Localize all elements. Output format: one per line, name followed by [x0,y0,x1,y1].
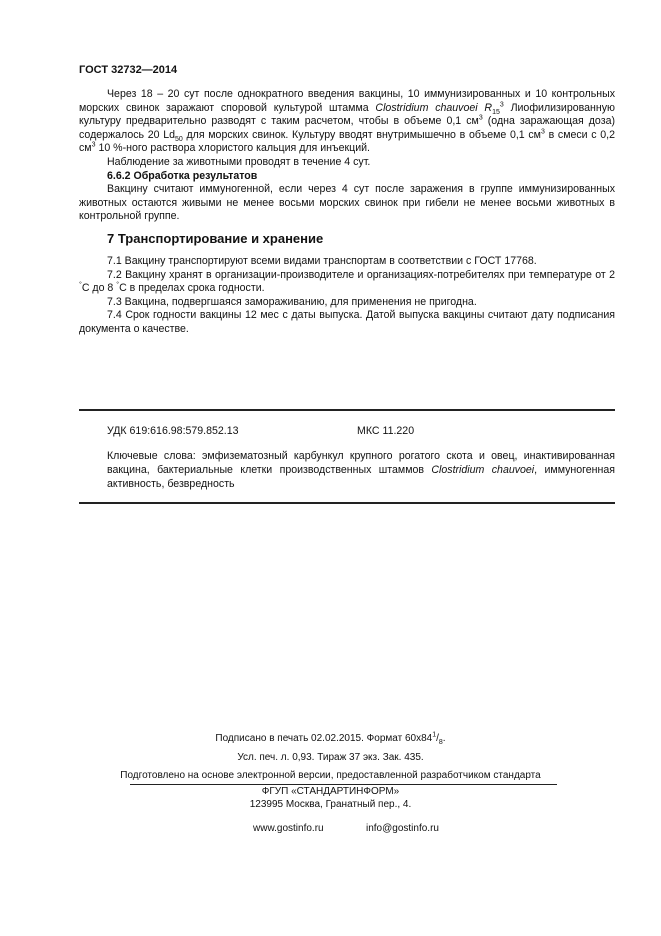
publisher-name: ФГУП «СТАНДАРТИНФОРМ» [261,786,400,797]
clause-7-4: 7.4 Срок годности вакцины 12 мес с даты выпуска. Датой выпуска вакцины считают дату подписания документа о качестве. [79,309,615,335]
clause-7-2: 7.2 Вакцину хранят в организации-производителе и организациях-потребителях при температуре от 2 °С до 8 °С в пределах срока годности. [79,268,615,295]
imprint-signed: Подписано в печать 02.02.2015. Формат $60x84^1/_8$. [215,731,446,746]
imprint-print-info: Усл. печ. л. 0,93. Тираж 37 экз. Зак. 435. [237,752,424,763]
publisher-address: 123995 Москва, Гранатный пер., 4. [249,799,412,810]
section-7-text [79,255,615,337]
udk-code: УДК 619:616.98:579.852.13 [107,425,239,437]
website-link[interactable]: www.gostinfo.ru [253,823,324,834]
mks-code: МКС 11.220 [357,425,415,437]
section-7-title: 7 Транспортирование и хранение [107,231,324,246]
keywords: Ключевые слова: эмфизематозный карбункул крупного рогатого скота и овец, инактивированная вакцина, бактериальные клетки производственных штаммов Clostridium chauvoei, иммуногенная активность, безвредность [107,450,615,490]
results-paragraph: Вакцину считают иммуногенной, если через 4 сут после заражения в группе иммунизированных животных остаются живыми не менее восьми морских свинок при гибели не менее восьми животных в контрольной группе. [79,183,615,223]
imprint-divider [130,784,557,785]
strain-name: Clostridium chauvoei [375,101,478,114]
subsection-heading: 6.6.2 Обработка результатов [107,169,258,182]
observation-paragraph: Наблюдение за животными проводят в течение 4 сут. [107,155,371,168]
section-6-text [79,88,615,224]
email-link[interactable]: info@gostinfo.ru [366,823,439,834]
document-code: ГОСТ 32732—2014 [79,64,178,76]
top-divider [79,409,615,411]
bottom-divider [79,502,615,504]
clause-7-1: 7.1 Вакцину транспортируют всеми видами транспортам в соответствии с ГОСТ 17768. [107,255,537,267]
clause-7-3: 7.3 Вакцина, подвергшаяся замораживанию, для применения не пригодна. [107,295,477,308]
imprint-prepared: Подготовлено на основе электронной версии, предоставленной разработчиком стандарта [120,770,541,781]
infection-paragraph: Через 18 – 20 сут после однократного введения вакцины, 10 иммунизированных и 10 контрольных морских свинок заражают споровой культурой штамма Clostridium chauvoei $R_{15}^3$ Лиофилизированную культуру предварительно разводят с таким расчетом, чтобы в объеме 0,1 $см^3$ (одна заражающая доза) содержалось 20 $Ld_{50}$ для морских свинок. Культуру вводят внутримышечно в объеме 0,1 $см^3$ в смеси с 0,2 $см^3$ 10 %-ного раствора хлористого кальция для инъекций. [79,88,615,155]
